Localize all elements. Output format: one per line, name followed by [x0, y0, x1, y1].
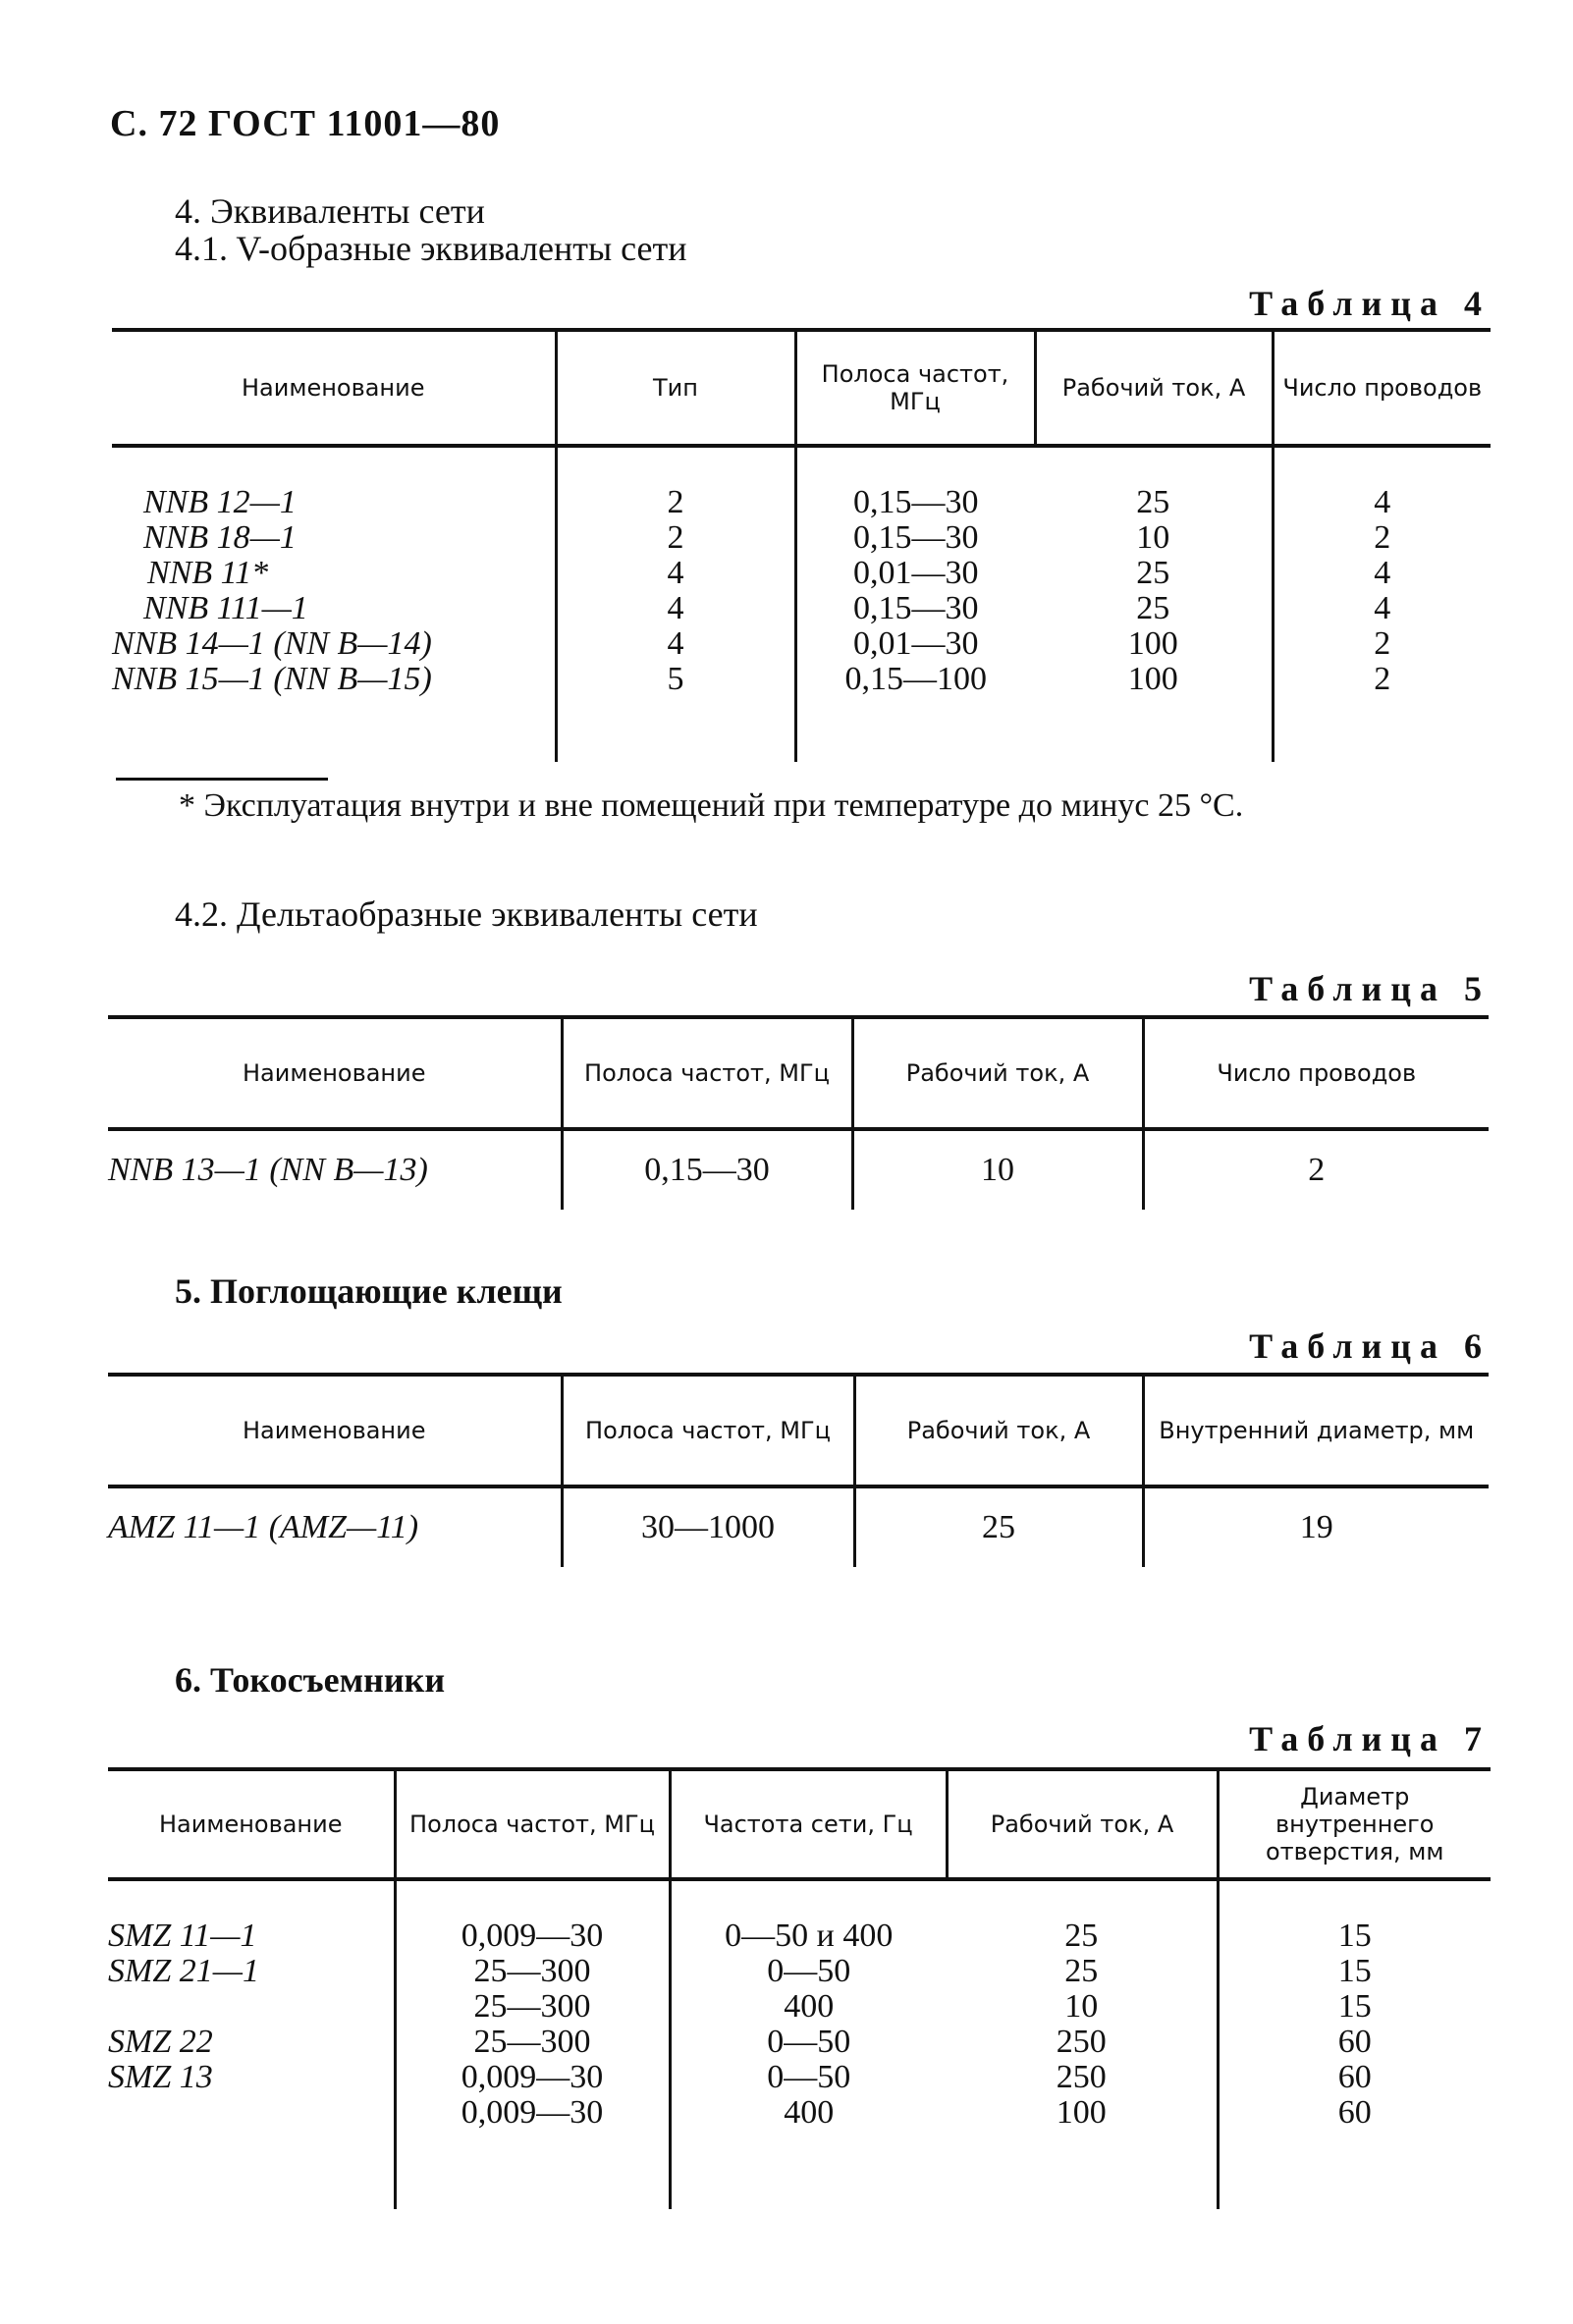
table6-col-diameter: Внутренний диаметр, мм [1143, 1375, 1489, 1486]
table7-row-name: SMZ 22 [108, 2024, 213, 2060]
page-header: С. 72 ГОСТ 11001—80 [110, 103, 501, 144]
table6-col-band: Полоса частот, МГц [562, 1375, 854, 1486]
table6-caption: Таблица 6 [1249, 1326, 1491, 1366]
table4-row-wires: 4 [1374, 590, 1391, 626]
table4-row-name: NNB 111—1 [143, 590, 308, 626]
table6-row-current: 25 [854, 1486, 1143, 1567]
table7-row-name: SMZ 13 [108, 2059, 213, 2095]
table7-row-diameter: 15 [1337, 1953, 1372, 1989]
table4-row-type: 4 [667, 555, 684, 591]
table7-row-band: 25—300 [473, 1953, 591, 1989]
table4-row-type: 2 [667, 519, 684, 556]
table4-row-band: 0,15—30 [853, 484, 979, 520]
table7 [108, 1767, 1491, 2209]
table6-row-name: AMZ 11—1 (AMZ—11) [108, 1509, 419, 1545]
table4-col-band: Полоса частот, МГц [795, 330, 1035, 446]
table4-row-current: 25 [1136, 590, 1170, 626]
table4-footnote: * Эксплуатация внутри и вне помещений при температуре до минус 25 °С. [179, 787, 1244, 824]
table4-row-band: 0,15—30 [853, 519, 979, 556]
table4-row-current: 25 [1136, 484, 1170, 520]
table4-col-wires: Число проводов [1273, 330, 1491, 446]
table4-name-cell [112, 446, 556, 762]
table4-row-current: 25 [1136, 555, 1170, 591]
table4-row-band: 0,15—100 [844, 661, 987, 697]
section-4-title: 4. Эквиваленты сети [175, 191, 485, 231]
table6 [108, 1373, 1489, 1567]
table4-col-current: Рабочий ток, А [1035, 330, 1273, 446]
table7-row-mains: 0—50 [767, 2024, 851, 2060]
table4-row-band: 0,15—30 [853, 590, 979, 626]
table7-col-current: Рабочий ток, А [947, 1769, 1218, 1879]
table5-col-band: Полоса частот, МГц [562, 1017, 852, 1129]
table4-caption: Таблица 4 [1249, 284, 1491, 323]
table4-band-cell [795, 446, 1035, 762]
table4-row-type: 2 [667, 484, 684, 520]
footnote-rule [116, 778, 328, 781]
table4-type-cell [556, 446, 795, 762]
table4-row-wires: 4 [1374, 484, 1391, 520]
table7-row-name [108, 2095, 394, 2131]
table7-row-mains: 0—50 [767, 2059, 851, 2095]
table7-row-name [108, 1989, 394, 2025]
table4-row-type: 4 [667, 590, 684, 626]
table4-current-cell [1035, 446, 1273, 762]
table6-row-band: 30—1000 [562, 1486, 854, 1567]
table7-row-band: 25—300 [473, 2024, 591, 2060]
table7-col-diameter: Диаметр внутреннего отверстия, мм [1218, 1769, 1491, 1879]
table7-name-cell [108, 1879, 395, 2209]
table4-row-name: NNB 11* [147, 555, 269, 591]
table7-current-cell [947, 1879, 1218, 2209]
table4-row-name: NNB 18—1 [143, 519, 297, 556]
table5-caption: Таблица 5 [1249, 969, 1491, 1008]
table4-row-wires: 2 [1374, 519, 1391, 556]
table7-row-mains: 400 [784, 2094, 835, 2131]
table4-row-current: 100 [1127, 661, 1178, 697]
table4-row-current: 10 [1136, 519, 1170, 556]
table7-row-current: 250 [1056, 2059, 1107, 2095]
table7-row-current: 100 [1056, 2094, 1107, 2131]
table7-caption: Таблица 7 [1249, 1719, 1491, 1758]
table4-row-wires: 2 [1374, 625, 1391, 662]
table7-col-mains: Частота сети, Гц [670, 1769, 947, 1879]
table4-row-type: 4 [667, 625, 684, 662]
table6-col-name: Наименование [242, 1417, 426, 1444]
table4-row-wires: 4 [1374, 555, 1391, 591]
table5-row-wires: 2 [1143, 1129, 1489, 1210]
table7-row-diameter: 60 [1337, 2024, 1372, 2060]
table5-row-name: NNB 13—1 (NN B—13) [108, 1152, 428, 1188]
table7-row-diameter: 15 [1337, 1988, 1372, 2025]
table7-diameter-cell [1218, 1879, 1491, 2209]
section-5-title: 5. Поглощающие клещи [175, 1271, 563, 1311]
table4-row-name: NNB 14—1 (NN B—14) [112, 625, 432, 662]
table7-band-cell [395, 1879, 670, 2209]
table7-row-band: 25—300 [473, 1988, 591, 2025]
table4 [112, 328, 1491, 762]
table7-row-band: 0,009—30 [461, 1918, 604, 1954]
table7-row-diameter: 60 [1337, 2059, 1372, 2095]
table5-col-current: Рабочий ток, А [852, 1017, 1143, 1129]
table4-row-name: NNB 15—1 (NN B—15) [112, 661, 432, 697]
section-6-title: 6. Токосъемники [175, 1660, 446, 1700]
section-4-2-title: 4.2. Дельтаобразные эквиваленты сети [175, 894, 758, 934]
section-4-1-title: 4.1. V-образные эквиваленты сети [175, 229, 687, 268]
table7-row-mains: 0—50 и 400 [725, 1918, 894, 1954]
table7-row-diameter: 15 [1337, 1918, 1372, 1954]
table7-row-diameter: 60 [1337, 2094, 1372, 2131]
table4-wires-cell [1273, 446, 1491, 762]
table6-row-diameter: 19 [1143, 1486, 1489, 1567]
table4-col-type: Тип [556, 330, 795, 446]
table5-col-name: Наименование [242, 1059, 426, 1087]
table4-row-name: NNB 12—1 [143, 484, 297, 520]
table7-row-name: SMZ 21—1 [108, 1953, 259, 1989]
table5-row-current: 10 [852, 1129, 1143, 1210]
table5-col-wires: Число проводов [1143, 1017, 1489, 1129]
table4-row-wires: 2 [1374, 661, 1391, 697]
table7-col-band: Полоса частот, МГц [395, 1769, 670, 1879]
table7-row-name: SMZ 11—1 [108, 1918, 257, 1954]
table4-row-current: 100 [1127, 625, 1178, 662]
table4-row-band: 0,01—30 [853, 555, 979, 591]
table5 [108, 1015, 1489, 1210]
table7-row-band: 0,009—30 [461, 2059, 604, 2095]
table6-col-current: Рабочий ток, А [854, 1375, 1143, 1486]
table7-row-current: 250 [1056, 2024, 1107, 2060]
table-row [108, 1129, 1489, 1210]
table7-col-name: Наименование [158, 1811, 343, 1838]
table7-mains-cell [670, 1879, 947, 2209]
table7-row-mains: 0—50 [767, 1953, 851, 1989]
table4-row-band: 0,01—30 [853, 625, 979, 662]
table7-row-current: 10 [1064, 1988, 1099, 2025]
table4-col-name: Наименование [241, 374, 425, 402]
table4-row-type: 5 [667, 661, 684, 697]
table5-row-band: 0,15—30 [562, 1129, 852, 1210]
table-row [108, 1486, 1489, 1567]
table7-row-band: 0,009—30 [461, 2094, 604, 2131]
table7-row-current: 25 [1064, 1953, 1099, 1989]
table7-row-current: 25 [1064, 1918, 1099, 1954]
table7-row-mains: 400 [784, 1988, 835, 2025]
